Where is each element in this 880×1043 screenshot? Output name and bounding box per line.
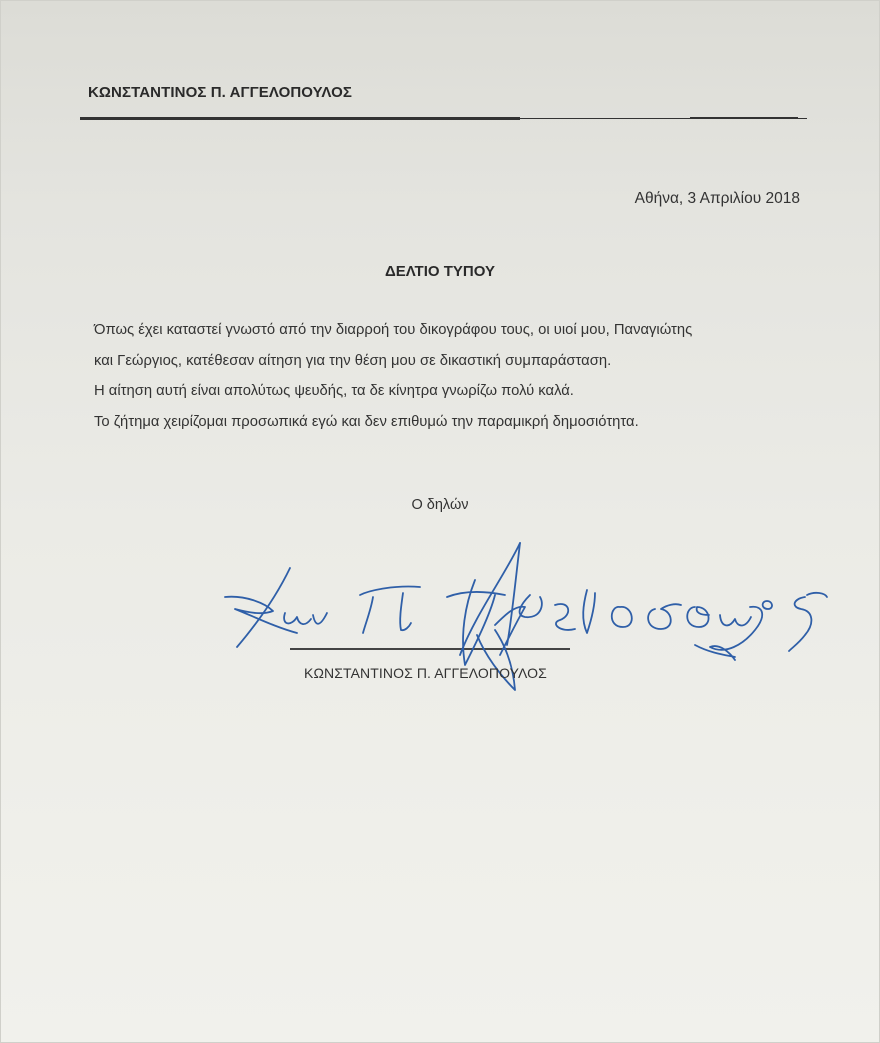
body-line: Το ζήτημα χειρίζομαι προσωπικά εγώ και δεν επιθυμώ την παραμικρή δημοσιότητα. xyxy=(94,413,639,430)
signer-name: ΚΩΝΣΤΑΝΤΙΝΟΣ Π. ΑΓΓΕΛΟΠΟΥΛΟΣ xyxy=(304,665,547,681)
body-line: και Γεώργιος, κατέθεσαν αίτηση για την θέση μου σε δικαστική συμπαράσταση. xyxy=(94,352,612,369)
document-body xyxy=(94,315,814,437)
document-title: ΔΕΛΤΙΟ ΤΥΠΟΥ xyxy=(385,263,495,280)
letterhead-name: ΚΩΝΣΤΑΝΤΙΝΟΣ Π. ΑΓΓΕΛΟΠΟΥΛΟΣ xyxy=(88,84,352,101)
body-line: Όπως έχει καταστεί γνωστό από την διαρροή του δικογράφου τους, οι υιοί μου, Παναγιώτης xyxy=(94,322,693,338)
document-date: Αθήνα, 3 Απριλίου 2018 xyxy=(634,190,800,207)
closing-phrase: Ο δηλών xyxy=(411,497,469,513)
body-line: Η αίτηση αυτή είναι απολύτως ψευδής, τα δε κίνητρα γνωρίζω πολύ καλά. xyxy=(94,383,574,399)
